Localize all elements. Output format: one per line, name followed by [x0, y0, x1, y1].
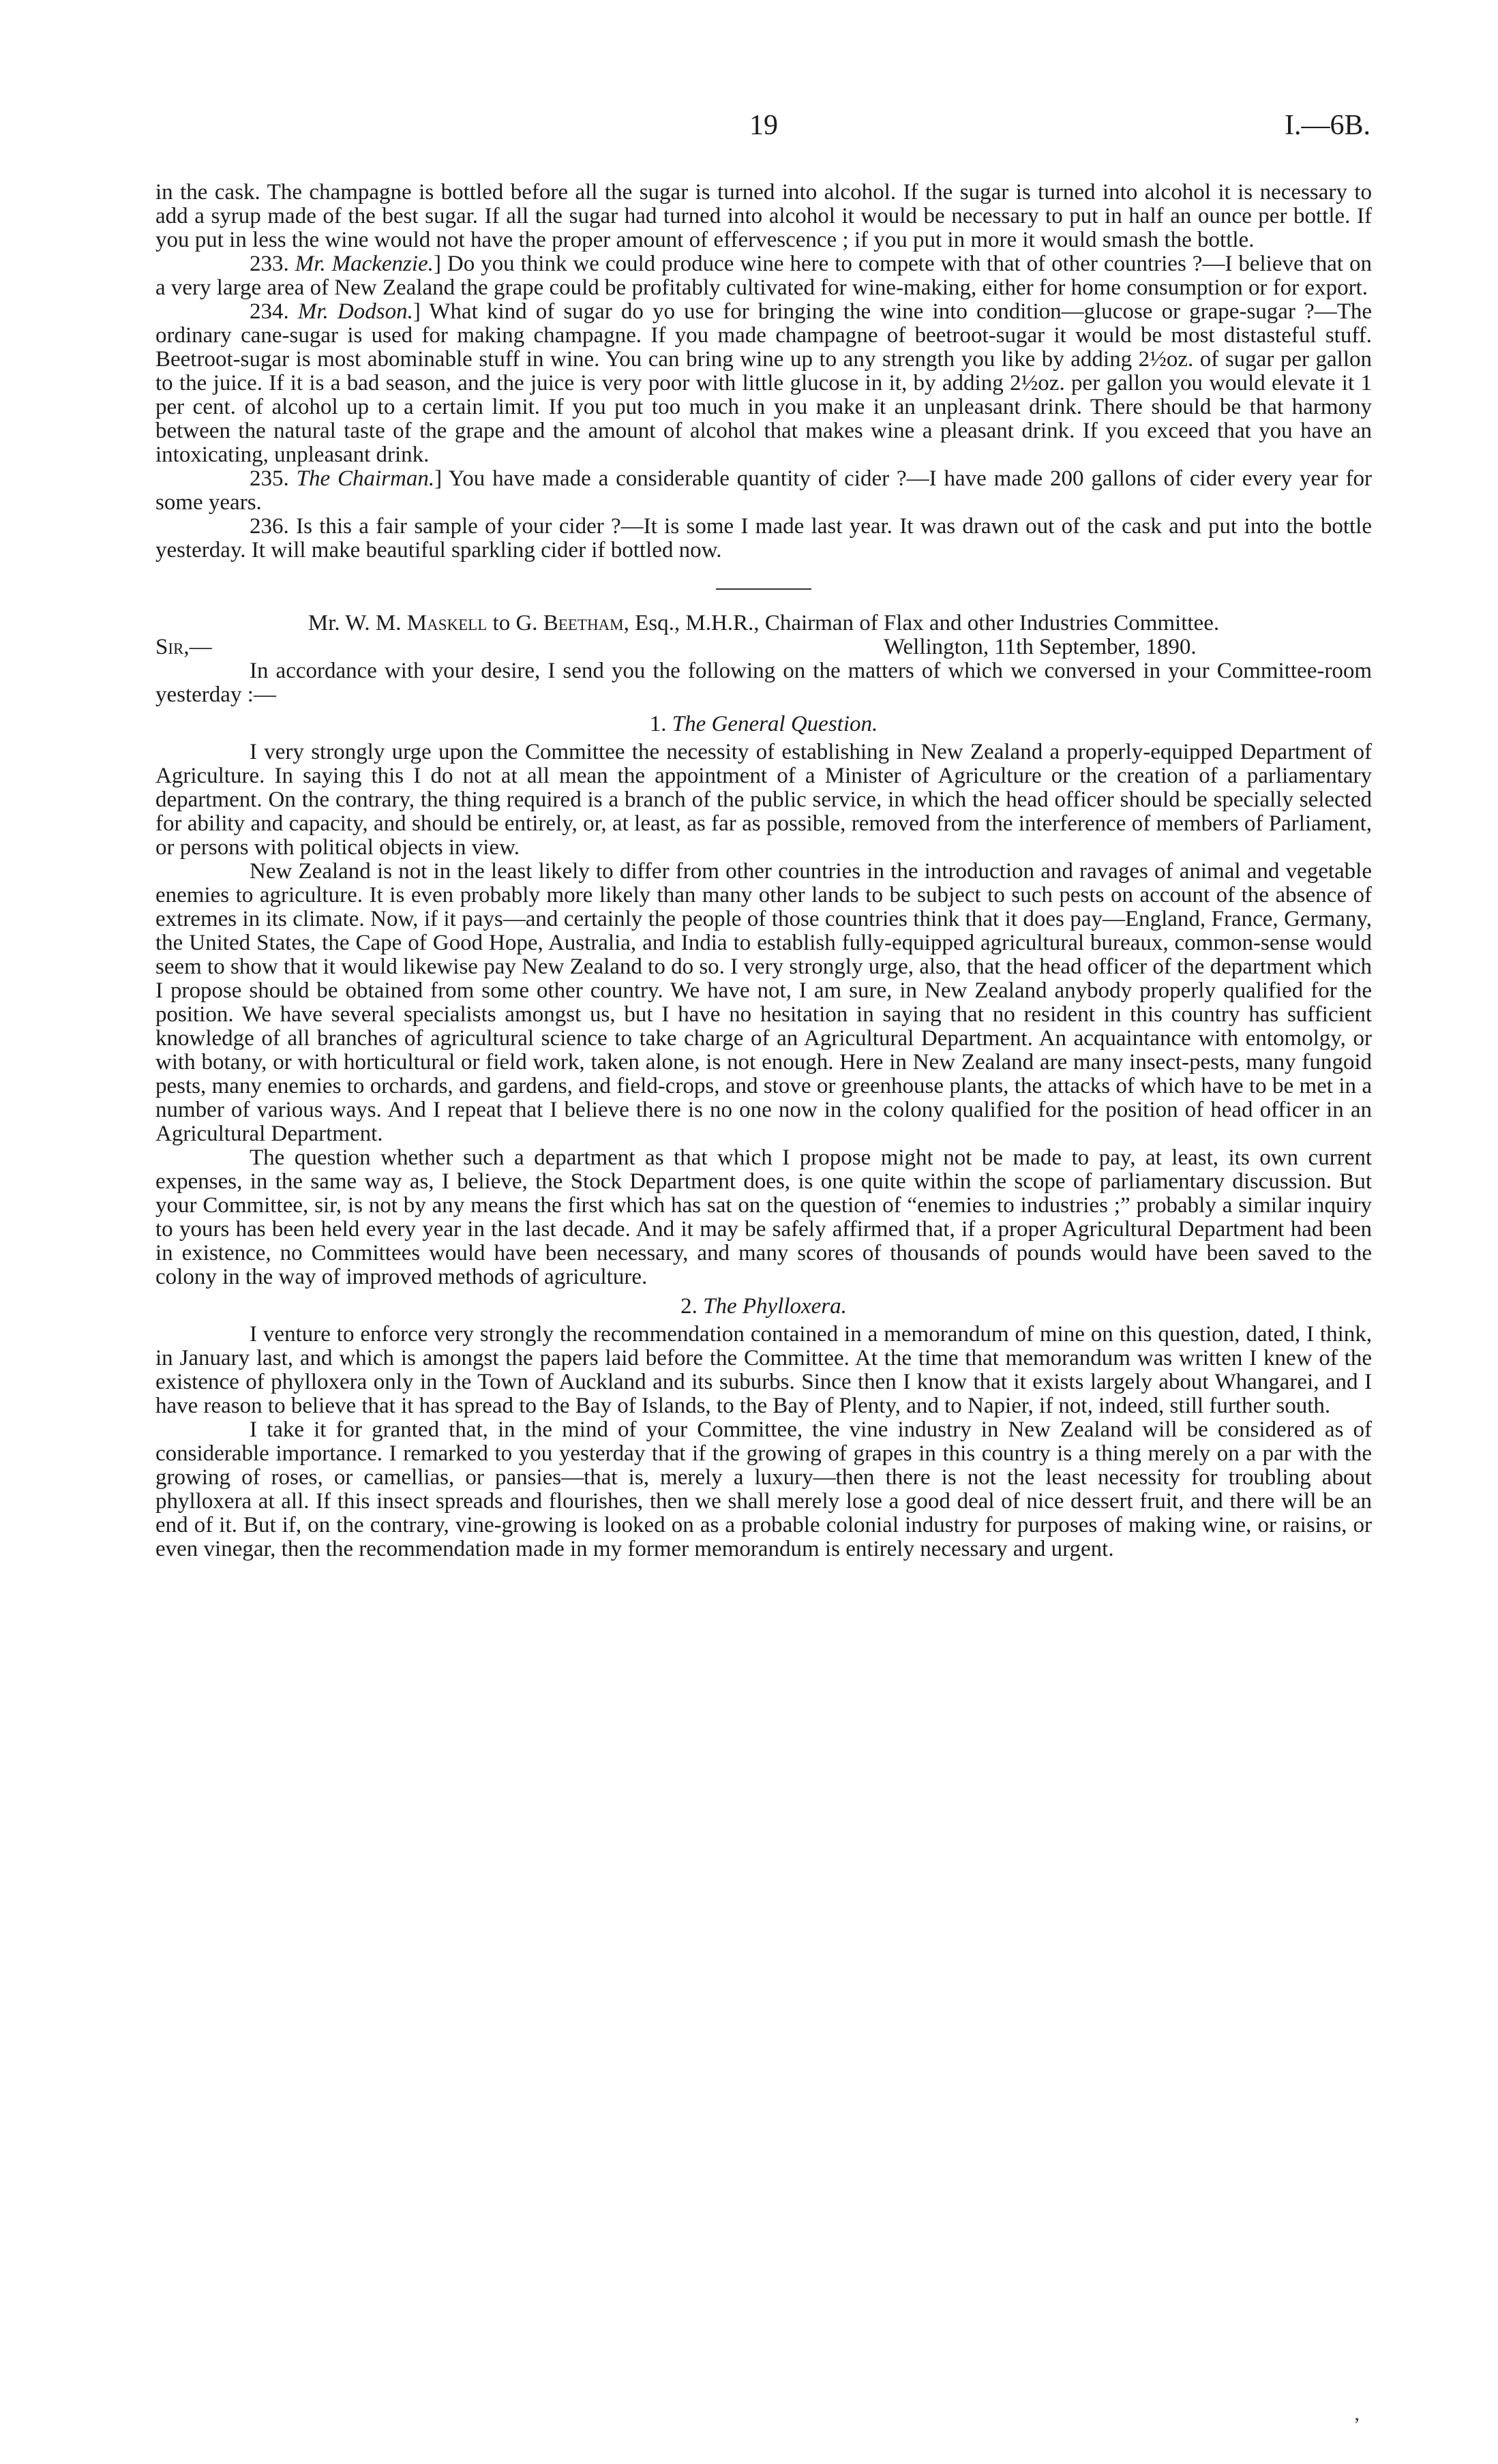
section-number: 1.	[649, 712, 672, 736]
salutation-row	[155, 635, 1372, 659]
speaker-name: The Chairman.	[296, 466, 435, 491]
question-number: 234.	[250, 299, 289, 324]
question-number: 236.	[250, 514, 289, 539]
section-number: 2.	[680, 1294, 704, 1319]
speaker-name: Mr. Mackenzie.	[295, 252, 434, 276]
question-235	[155, 467, 1372, 515]
letter-heading	[155, 612, 1372, 635]
question-text: Is this a fair sample of your cider ?—It is some I made last year. It was drawn out of the cask and put into the bottle yesterday. It will make beautiful sparkling cider if bottled now.	[155, 514, 1372, 562]
paragraph: I take it for granted that, in the mind of your Committee, the vine industry in New Zealand will be considered as of considerable importance. I remarked to you yesterday that if the growing of grapes in this country is a thing merely on a par with the growing of roses, or camellias, or pansies—that is, merely a luxury—then there is not the least necessity for troubling about phylloxera at all. If this insect spreads and flourishes, then we shall merely lose a good deal of nice dessert fruit, and there will be an end of it. But if, on the contrary, vine-growing is looked on as a probable colonial industry for purposes of making wine, or raisins, or even vinegar, then the recommendation made in my former memorandum is entirely necessary and urgent.	[155, 1417, 1372, 1561]
letter-intro: In accordance with your desire, I send you the following on the matters of which we conversed in your Committee-room yesterday :—	[155, 659, 1372, 707]
evidence-continuation: in the cask. The champagne is bottled before all the sugar is turned into alcohol. If the sugar is turned into alcohol it is necessary to add a syrup made of the best sugar. If all the sugar had turned into alcohol it would be necessary to put in half an ounce per bottle. If you put in less the wine would not have the proper amount of effervescence ; if you put in more it would smash the bottle.	[155, 180, 1372, 252]
page-corner-mark: ’	[1353, 2414, 1360, 2436]
page-header	[157, 109, 1370, 150]
question-236	[155, 515, 1372, 562]
paragraph: New Zealand is not in the least likely to differ from other countries in the introduction and ravages of animal and vegetable enemies to agriculture. It is even probably more likely than many other lands to be subject to such pests on account of the absence of extremes in its climate. Now, if it pays—and certainly the people of those countries think that it does pay—England, France, Germany, the United States, the Cape of Good Hope, Australia, and India to establish fully-equipped agricultural bureaux, common-sense would seem to show that it would likewise pay New Zealand to do so. I very strongly urge, also, that the head officer of the department which I propose should be obtained from some other country. We have not, I am sure, in New Zealand anybody properly qualified for the position. We have several specialists amongst us, but I have no hesitation in saying that no resident in this country has sufficient knowledge of all branches of agricultural science to take charge of an Agricultural Department. An acquaintance with entomolgy, or with botany, or with horticultural or field work, taken alone, is not enough. Here in New Zealand are many insect-pests, many fungoid pests, many enemies to orchards, and gardens, and field-crops, and stove or greenhouse plants, the attacks of which have to be met in a number of various ways. And I repeat that I believe there is no one now in the colony qualified for the position of head officer in an Agricultural Department.	[155, 859, 1372, 1146]
dateline: Wellington, 11th September, 1890.	[884, 635, 1197, 659]
section-heading-general-question	[155, 712, 1372, 736]
section-title: The General Question.	[672, 712, 878, 736]
paragraph: I very strongly urge upon the Committee the necessity of establishing in New Zealand a properly-equipped Department of Agriculture. In saying this I do not at all mean the appointment of a Minister of Agriculture or the creation of a parliamentary department. On the contrary, the thing required is a branch of the public service, in which the head officer should be specially selected for ability and capacity, and should be entirely, or, at least, as far as possible, removed from the interference of members of Parliament, or persons with political objects in view.	[155, 740, 1372, 860]
section-title: The Phylloxera.	[703, 1294, 847, 1319]
section-heading-phylloxera	[155, 1295, 1372, 1319]
heading-text: to G.	[487, 611, 543, 635]
question-text: ] What kind of sugar do yo use for bringing the wine into condition—glucose or grape-sugar ?—The ordinary cane-sugar is used for making champagne. If you made champagne of beetroot-sugar it would be most distasteful stuff. Beetroot-sugar is most abominable stuff in wine. You can bring wine up to any strength you like by adding 2½oz. of sugar per gallon to the juice. If it is a bad season, and the juice is very poor with little glucose in it, by adding 2½oz. per gallon you would elevate it 1 per cent. of alcohol up to a certain limit. If you put too much in you make it an unpleasant drink. There should be that harmony between the natural taste of the grape and the amount of alcohol that makes wine a pleasant drink. If you exceed that you have an intoxicating, unpleasant drink.	[155, 299, 1372, 467]
question-number: 233.	[250, 252, 289, 276]
page-reference: I.—6B.	[1285, 110, 1370, 141]
question-number: 235.	[250, 466, 289, 491]
salutation: Sir,—	[155, 635, 212, 659]
question-text: ] You have made a considerable quantity of cider ?—I have made 200 gallons of cider every year for some years.	[155, 466, 1372, 515]
question-233	[155, 252, 1372, 300]
recipient-surname: Beetham	[543, 611, 624, 635]
section-divider	[716, 588, 811, 590]
speaker-name: Mr. Dodson.	[297, 299, 413, 324]
author-surname: Maskell	[406, 611, 488, 635]
heading-text: , Esq., M.H.R., Chairman of Flax and other Industries Committee.	[623, 611, 1220, 635]
heading-text: Mr. W. M.	[308, 611, 407, 635]
question-text: ] Do you think we could produce wine here to compete with that of other countries ?—I believe that on a very large area of New Zealand the grape could be profitably cultivated for wine-making, either for home consumption or for export.	[155, 252, 1373, 300]
question-234	[155, 300, 1372, 467]
page-number: 19	[749, 110, 778, 141]
paragraph: I venture to enforce very strongly the recommendation contained in a memorandum of mine on this question, dated, I think, in January last, and which is amongst the papers laid before the Committee. At the time that memorandum was written I knew of the existence of phylloxera only in the Town of Auckland and its suburbs. Since then I know that it exists largely about Whangarei, and I have reason to believe that it has spread to the Bay of Islands, to the Bay of Plenty, and to Napier, if not, indeed, still further south.	[155, 1322, 1372, 1418]
page-body	[155, 181, 1372, 1561]
paragraph: The question whether such a department as that which I propose might not be made to pay, at least, its own current expenses, in the same way as, I believe, the Stock Department does, is one quite within the scope of parliamentary discussion. But your Committee, sir, is not by any means the first which has sat on the question of “enemies to industries ;” probably a similar inquiry to yours has been held every year in the last decade. And it may be safely affirmed that, if a proper Agricultural Department had been in existence, no Committees would have been necessary, and many scores of thousands of pounds would have been saved to the colony in the way of improved methods of agriculture.	[155, 1145, 1372, 1289]
